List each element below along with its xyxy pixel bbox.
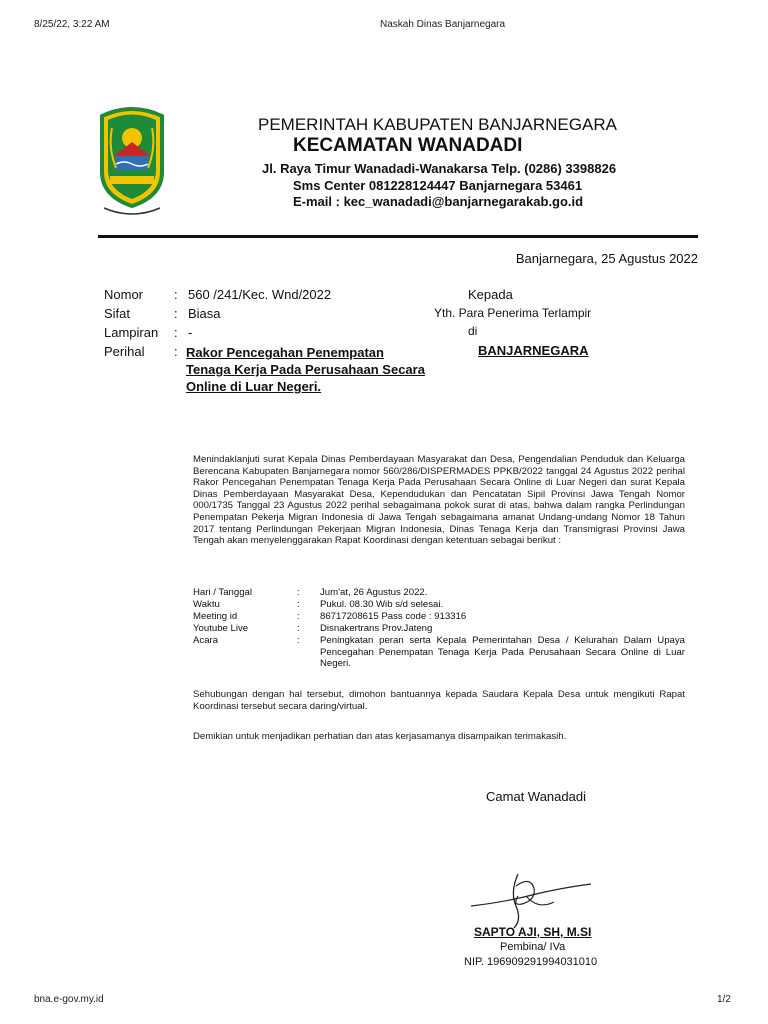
meta-label: Perihal: [104, 344, 145, 359]
recipient-yth: Yth. Para Penerima Terlampir: [434, 306, 592, 320]
detail-row: [193, 635, 685, 671]
meta-value: Biasa: [188, 306, 221, 321]
meta-perihal: [104, 344, 188, 359]
banjarnegara-crest-logo: [96, 104, 168, 222]
meta-colon: :: [174, 306, 178, 321]
meta-colon: :: [174, 344, 178, 359]
body-paragraph-1: Menindaklanjuti surat Kepala Dinas Pemberdayaan Masyarakat dan Desa, Pengendalian Penduduk dan Keluarga Berencana Kabupaten Banjarnegara nomor 560/286/DISPERMADES PPKB/2022 tanggal 24 Agustus 2022 perihal Rakor Pencegahan Penempatan Tenaga Kerja Pada Perusahaan Secara Online di Luar Negeri dan surat Kepala Dinas Pemberdayaan Masyarakat Desa, Kependudukan dan Pencatatan Sipil Provinsi Jawa Tengah Nomor 000/1735 Tanggal 23 Agustus 2022 perihal sebagaimana pokok surat di atas, bahwa dalam rangka Perlindungan Penempatan Pekerja Migran Indonesia di Jawa Tengah sebagaimana amanat Undang-undang Nomor 18 Tahun 2017 tentang Perlindungan Pekerjaan Migran Indonesia, Dinas Tenaga Kerja dan Transmigrasi Provinsi Jawa Tengah akan menyelenggarakan Rapat Koordinasi dengan ketentuan sebagai berikut :: [193, 454, 685, 547]
detail-key: Hari / Tanggal: [193, 587, 253, 598]
recipient-destination: BANJARNEGARA: [478, 343, 589, 358]
detail-colon: :: [297, 599, 300, 610]
meta-colon: :: [174, 287, 178, 302]
meta-label: Lampiran: [104, 325, 159, 340]
print-timestamp: 8/25/22, 3:22 AM: [34, 19, 110, 30]
meta-colon: :: [174, 325, 178, 340]
detail-value: Jum'at, 26 Agustus 2022.: [320, 587, 428, 598]
meta-nomor: [104, 287, 331, 302]
perihal-subject: Rakor Pencegahan Penempatan Tenaga Kerja Pada Perusahaan Secara Online di Luar Negeri.: [186, 345, 425, 394]
signatory-nip: NIP. 196909291994031010: [464, 956, 598, 968]
detail-key: Meeting id: [193, 611, 238, 622]
letterhead-address: Jl. Raya Timur Wanadadi-Wanakarsa Telp. (0286) 3398826: [262, 161, 617, 176]
meta-label: Nomor: [104, 287, 144, 302]
letterhead-office: KECAMATAN WANADADI: [293, 135, 523, 156]
meta-lampiran: [104, 325, 192, 340]
body-paragraph-3: Demikian untuk menjadikan perhatian dan atas kerjasamanya disampaikan terimakasih.: [193, 731, 567, 742]
detail-value: Disnakertrans Prov.Jateng: [320, 623, 433, 634]
body-paragraph-2: Sehubungan dengan hal tersebut, dimohon bantuannya kepada Saudara Kepala Desa untuk mengikuti Rapat Koordinasi tersebut secara daring/virtual.: [193, 689, 685, 712]
print-title: Naskah Dinas Banjarnegara: [380, 19, 506, 30]
detail-row: [193, 623, 685, 635]
detail-colon: :: [297, 587, 300, 598]
signatory-rank: Pembina/ IVa: [500, 941, 566, 953]
letterhead-email: E-mail : kec_wanadadi@banjarnegarakab.go.id: [293, 194, 584, 209]
recipient-di: di: [468, 324, 478, 338]
print-page-number: 1/2: [717, 994, 731, 1005]
detail-colon: :: [297, 611, 300, 622]
print-footer-url: bna.e-gov.my.id: [34, 994, 104, 1005]
signatory-name: SAPTO AJI, SH, M.SI: [474, 925, 592, 939]
place-date: Banjarnegara, 25 Agustus 2022: [515, 251, 698, 266]
detail-colon: :: [297, 635, 300, 646]
recipient-kepada: Kepada: [468, 287, 513, 302]
signature-title: Camat Wanadadi: [486, 789, 586, 804]
detail-row: [193, 611, 685, 623]
meta-label: Sifat: [104, 306, 131, 321]
detail-row: [193, 587, 685, 599]
meta-value: 560 /241/Kec. Wnd/2022: [188, 287, 332, 302]
detail-row: [193, 599, 685, 611]
letterhead-divider: [98, 235, 698, 238]
meta-sifat: [104, 306, 221, 321]
detail-value: Pukul. 08.30 Wib s/d selesai.: [320, 599, 444, 610]
meta-value: -: [188, 325, 193, 340]
detail-colon: :: [297, 623, 300, 634]
detail-key: Youtube Live: [193, 623, 249, 634]
handwritten-signature: [466, 866, 606, 932]
detail-key: Waktu: [193, 599, 220, 610]
detail-value: 86717208615 Pass code : 913316: [320, 611, 467, 622]
letterhead-sms: Sms Center 081228124447 Banjarnegara 53461: [293, 178, 583, 193]
detail-value: Peningkatan peran serta Kepala Pemerintahan Desa / Kelurahan Dalam Upaya Pencegahan Penempatan Tenaga Kerja Pada Perusahaan Secara Online di Luar Negeri.: [320, 635, 685, 670]
letterhead-government: PEMERINTAH KABUPATEN BANJARNEGARA: [258, 115, 617, 134]
detail-key: Acara: [193, 635, 219, 646]
